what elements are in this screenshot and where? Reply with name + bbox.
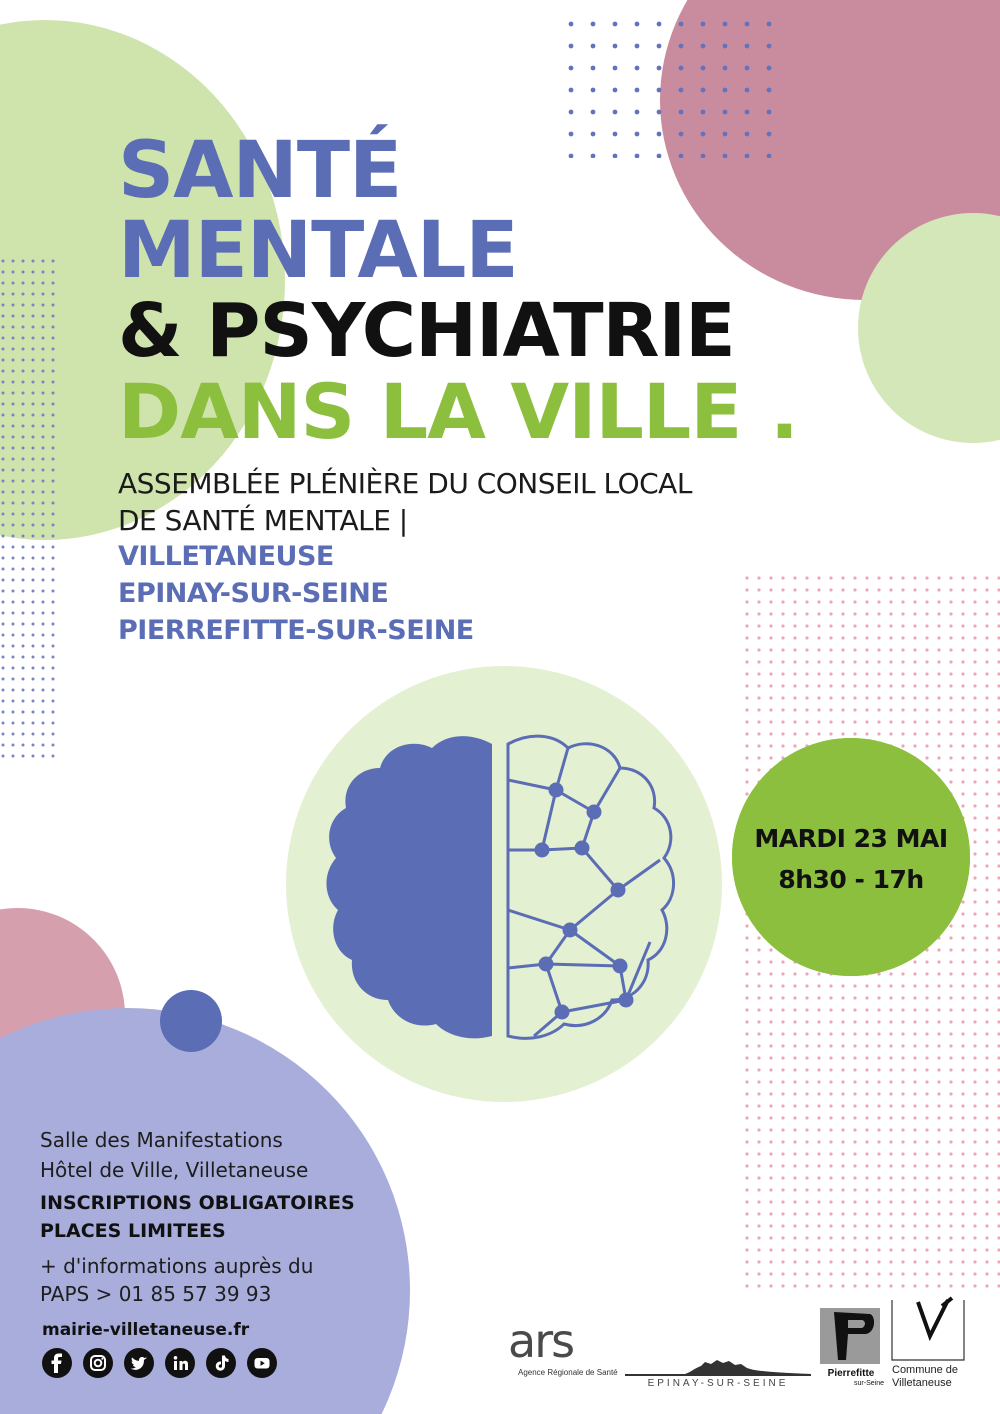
date-badge: [732, 738, 970, 976]
linkedin-icon[interactable]: [165, 1348, 195, 1378]
contact-line-2: PAPS > 01 85 57 39 93: [40, 1282, 272, 1306]
pierrefitte-p-icon: [818, 1306, 884, 1366]
brain-right-half: [508, 736, 674, 1038]
website-link[interactable]: mairie-villetaneuse.fr: [42, 1320, 250, 1340]
dot-pattern-top: [565, 18, 785, 158]
tiktok-icon[interactable]: [206, 1348, 236, 1378]
registration-line-2: PLACES LIMITEES: [40, 1220, 226, 1242]
blue-dot-circle: [160, 990, 222, 1052]
subtitle-line-1: ASSEMBLÉE PLÉNIÈRE DU CONSEIL LOCAL: [118, 467, 692, 500]
time-text: 8h30 - 17h: [778, 865, 924, 894]
brain-illustration: [320, 720, 680, 1060]
brain-left-half: [326, 736, 492, 1038]
venue-line-2: Hôtel de Ville, Villetaneuse: [40, 1158, 309, 1182]
epinay-logo: [625, 1350, 811, 1390]
villetaneuse-v-icon: [890, 1296, 968, 1362]
contact-line-1: + d'informations auprès du: [40, 1254, 314, 1278]
epinay-logo-text: EPINAY-SUR-SEINE: [647, 1378, 789, 1389]
title-dot: .: [770, 367, 798, 456]
ars-logo-caption: Agence Régionale de Santé: [518, 1368, 618, 1377]
twitter-icon[interactable]: [124, 1348, 154, 1378]
title-line-4: DANS LA VILLE: [118, 367, 742, 456]
villetaneuse-logo-line-2: Villetaneuse: [892, 1377, 952, 1389]
city-pierrefitte: PIERREFITTE-SUR-SEINE: [118, 615, 474, 646]
instagram-icon[interactable]: [83, 1348, 113, 1378]
youtube-icon[interactable]: [247, 1348, 277, 1378]
ars-logo: [508, 1314, 618, 1390]
facebook-icon[interactable]: [42, 1348, 72, 1378]
villetaneuse-logo: [890, 1296, 968, 1394]
dot-pattern-left: [0, 258, 58, 758]
city-villetaneuse: VILLETANEUSE: [118, 541, 334, 572]
title-line-3: & PSYCHIATRIE: [118, 288, 735, 374]
city-epinay: EPINAY-SUR-SEINE: [118, 578, 389, 609]
pierrefitte-logo-line-2: sur-Seine: [854, 1380, 884, 1387]
venue-line-1: Salle des Manifestations: [40, 1128, 283, 1152]
date-text: MARDI 23 MAI: [754, 824, 948, 853]
title-line-1: SANTÉ: [118, 126, 402, 216]
title-line-2: MENTALE: [118, 206, 518, 296]
epinay-skyline-icon: [625, 1350, 811, 1376]
ars-logo-letters: ars: [508, 1314, 574, 1368]
pierrefitte-logo: [818, 1306, 884, 1392]
villetaneuse-logo-line-1: Commune de: [892, 1364, 959, 1376]
subtitle-line-2: DE SANTÉ MENTALE |: [118, 504, 408, 537]
registration-line-1: INSCRIPTIONS OBLIGATOIRES: [40, 1192, 355, 1214]
pierrefitte-logo-line-1: Pierrefitte: [827, 1368, 875, 1379]
